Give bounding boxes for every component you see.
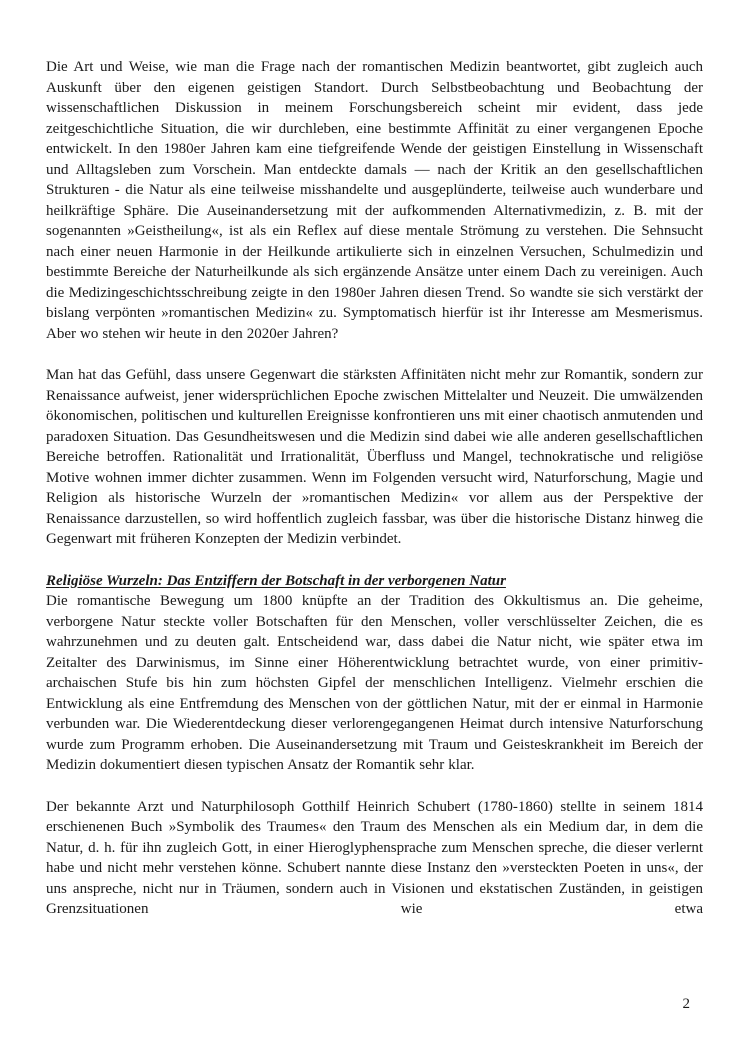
paragraph-intro-standort: Die Art und Weise, wie man die Frage nach der romantischen Medizin beantwortet, gibt zugleich auch Auskunft über den eigenen geistigen Standort. Durch Selbstbeobachtung und Beobachtung der wissenschaftlichen Diskussion in meinem Forschungsbereich scheint mir evident, dass jede zeitgeschichtliche Situation, die wir durchleben, eine bestimmte Affinität zu einer vergangenen Epoche entwickelt. In den 1980er Jahren kam eine tiefgreifende Wende der geistigen Einstellung in Wissenschaft und Alltagsleben zum Vorschein. Man entdeckte damals — nach der Kritik an den gesellschaftlichen Strukturen - die Natur als eine teilweise misshandelte und ausgeplünderte, teilweise auch wunderbare und heilkräftige Sphäre. Die Auseinandersetzung mit der aufkommenden Alternativmedizin, z. B. mit der sogenannten »Geistheilung«, ist als ein Reflex auf diese mentale Strömung zu verstehen. Die Sehnsucht nach einer neuen Harmonie in der Heilkunde artikulierte sich in einzelnen Versuchen, Schulmedizin und bestimmte Bereiche der Naturheilkunde als sich ergänzende Ansätze unter einem Dach zu vereinigen. Auch die Medizingeschichtsschreibung zeigte in den 1980er Jahren diesen Trend. So wandte sie sich verstärkt der bislang verpönten »romantischen Medizin« zu. Symptomatisch hierfür ist ihr Interesse am Mesmerismus. Aber wo stehen wir heute in den 2020er Jahren?	[46, 59, 703, 342]
document-page	[46, 57, 703, 920]
paragraph-gegenwart-renaissance: Man hat das Gefühl, dass unsere Gegenwart die stärksten Affinitäten nicht mehr zur Romantik, sondern zur Renaissance aufweist, jener widersprüchlichen Epoche zwischen Mittelalter und Neuzeit. Die umwälzenden ökonomischen, politischen und kulturellen Ereignisse konfrontieren uns mit einer chaotisch anmutenden und paradoxen Situation. Das Gesundheitswesen und die Medizin sind dabei wie alle anderen gesellschaftlichen Bereiche betroffen. Rationalität und Irrationalität, Überfluss und Mangel, technokratische und religiöse Motive wohnen immer dichter zusammen. Wenn im Folgenden versucht wird, Naturforschung, Magie und Religion als historische Wurzeln der »romantischen Medizin« vor allem aus der Perspektive der Renaissance darzustellen, so wird hoffentlich zugleich fassbar, was über die historische Distanz hinweg die Gegenwart mit früheren Konzepten der Medizin verbindet.	[46, 367, 703, 547]
section-heading-religioese-wurzeln: Religiöse Wurzeln: Das Entziffern der Botschaft in der verborgenen Natur	[46, 572, 506, 589]
page-number: 2	[682, 996, 690, 1012]
paragraph-schubert: Der bekannte Arzt und Naturphilosoph Gotthilf Heinrich Schubert (1780-1860) stellte in seinem 1814 erschienenen Buch »Symbolik des Traumes« den Traum des Menschen als ein Medium dar, in dem die Natur, d. h. für ihn zugleich Gott, in einer Hieroglyphensprache zum Menschen spreche, die dieser verlernt habe und nicht mehr verstehen könne. Schubert nannte diese Instanz den »versteckten Poeten in uns«, der uns anspreche, nicht nur in Träumen, sondern auch in Visionen und ekstatischen Zuständen, in geistigen Grenzsituationen wie etwa	[46, 798, 703, 917]
paragraph-romantische-bewegung: Die romantische Bewegung um 1800 knüpfte an der Tradition des Okkultismus an. Die geheime, verborgene Natur steckte voller Botschaften für den Menschen, voller verschlüsselter Zeichen, die es wahrzunehmen und zu deuten galt. Entscheidend war, dass dabei die Natur nicht, wie später etwa im Zeitalter des Darwinismus, im Sinne einer Höherentwicklung betrachtet wurde, von einer primitiv-archaischen Stufe bis hin zum höchsten Gipfel der menschlichen Intelligenz. Vielmehr erschien die Entwicklung als eine Entfremdung des Menschen von der göttlichen Natur, mit der er einmal in Harmonie verbunden war. Die Wiederentdeckung dieser verlorengegangenen Heimat durch intensive Naturforschung wurde zum Programm erhoben. Die Auseinandersetzung mit Traum und Geisteskrankheit im Bereich der Medizin dokumentiert diesen typischen Ansatz der Romantik sehr klar.	[46, 593, 703, 773]
